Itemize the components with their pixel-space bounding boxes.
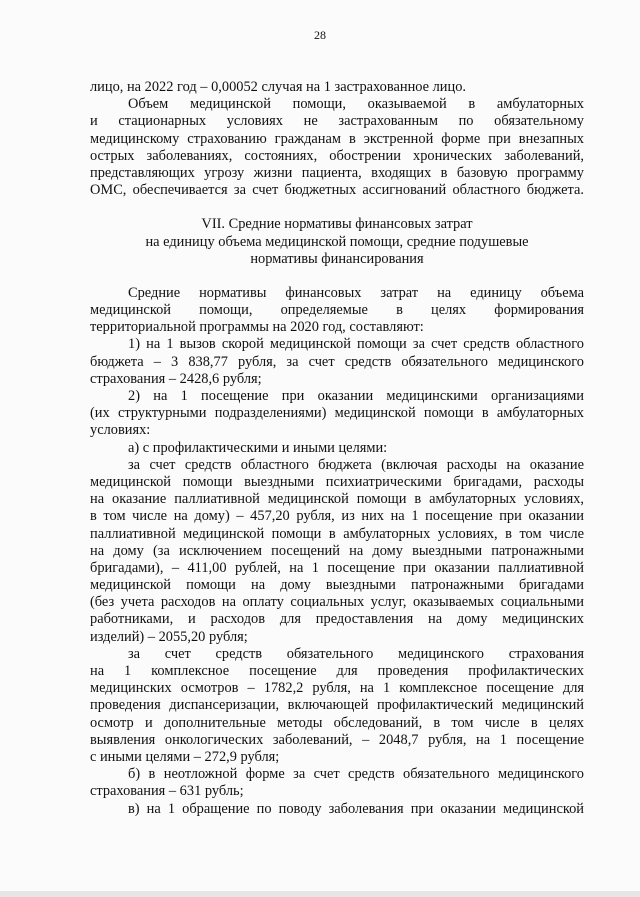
paragraph-line: бюджета – 3 838,77 рубля, за счет средств обязательного медицинского [90, 353, 584, 370]
paragraph-line: с иными целями – 272,9 рубля; [90, 748, 280, 765]
heading-line: на единицу объема медицинской помощи, средние подушевые [145, 233, 529, 250]
paragraph-line: изделий) – 2055,20 рубля; [90, 628, 248, 645]
paragraph-line: осмотр и дополнительные методы обследований, в том числе в целях [90, 714, 584, 731]
heading-line: VII. Средние нормативы финансовых затрат [201, 216, 473, 233]
paragraph-line: за счет средств областного бюджета (включая расходы на оказание [128, 456, 584, 473]
paragraph-line: страхования – 2428,6 рубля; [90, 370, 262, 387]
paragraph-line: в том числе на дому) – 457,20 рубля, из них на 1 посещение при оказании [90, 508, 584, 525]
spacer [90, 199, 584, 216]
paragraph-line: б) в неотложной форме за счет средств обязательного медицинского [128, 766, 584, 783]
paragraph-line: и стационарных условиях не застрахованным по обязательному [90, 113, 584, 130]
paragraph-line: выявления онкологических заболеваний, – 2048,7 рубля, на 1 посещение [90, 731, 584, 748]
paragraph-line: представляющих угрозу жизни пациента, входящих в базовую программу [90, 164, 584, 181]
paragraph-line: ОМС, обеспечивается за счет бюджетных ассигнований областного бюджета. [90, 182, 584, 199]
paragraph-line: медицинских осмотров – 1782,2 рубля, на 1 комплексное посещение для [90, 680, 584, 697]
paragraph-line: а) с профилактическими и иными целями: [128, 439, 388, 456]
section-heading [90, 216, 584, 268]
paragraph-line: за счет средств обязательного медицинского страхования [128, 645, 584, 662]
paragraph-line: (без учета расходов на оплату социальных услуг, оказываемых социальными [90, 594, 584, 611]
paragraph-line: проведения диспансеризации, включающей профилактический медицинский [90, 697, 584, 714]
paragraph-line: медицинской помощи, определяемые в целях формирования [90, 302, 584, 319]
paragraph-line: медицинскому страхованию гражданам в экстренной форме при внезапных [90, 130, 584, 147]
paragraph-line: работниками, и расходов для предоставления на дому медицинских [90, 611, 584, 628]
page-number: 28 [314, 28, 326, 42]
heading-line: нормативы финансирования [250, 250, 424, 267]
spacer [90, 268, 584, 285]
paragraph-line: страхования – 631 рубль; [90, 783, 244, 800]
paragraph-line: бригадами), – 411,00 рублей, на 1 посещение при оказании паллиативной [90, 559, 584, 576]
paragraph-line: острых заболеваниях, состояниях, обострении хронических заболеваний, [90, 147, 584, 164]
paragraph-line: территориальной программы на 2020 год, составляют: [90, 319, 424, 336]
paragraph-line: паллиативной медицинской помощи в амбулаторных условиях, в том числе [90, 525, 584, 542]
paragraph-line: на 1 комплексное посещение для проведения профилактических [90, 663, 584, 679]
paragraph-line: 2) на 1 посещение при оказании медицинскими организациями [128, 388, 584, 404]
paragraph-line: медицинской помощи выездными психиатрическими бригадами, расходы [90, 473, 584, 490]
paragraph-line: Объем медицинской помощи, оказываемой в амбулаторных [128, 96, 584, 113]
paragraph-line: медицинской помощи на дому выездными патронажными бригадами [90, 577, 584, 594]
paragraph-line: (их структурными подразделениями) медицинской помощи в амбулаторных [90, 405, 584, 422]
paragraph-line: Средние нормативы финансовых затрат на единицу объема [128, 284, 584, 301]
paragraph-line: 1) на 1 вызов скорой медицинской помощи за счет средств областного [128, 336, 584, 353]
paragraph-line: лицо, на 2022 год – 0,00052 случая на 1 застрахованное лицо. [90, 79, 467, 95]
document-body [90, 79, 584, 818]
paragraph-line: на дому (за исключением посещений на дому выездными патронажными [90, 542, 584, 559]
paragraph-line: условиях: [90, 422, 151, 439]
paragraph-line: в) на 1 обращение по поводу заболевания при оказании медицинской [128, 800, 584, 817]
scan-bottom-edge [0, 891, 640, 897]
paragraph-line: на оказание паллиативной медицинской помощи в амбулаторных условиях, [90, 491, 584, 508]
